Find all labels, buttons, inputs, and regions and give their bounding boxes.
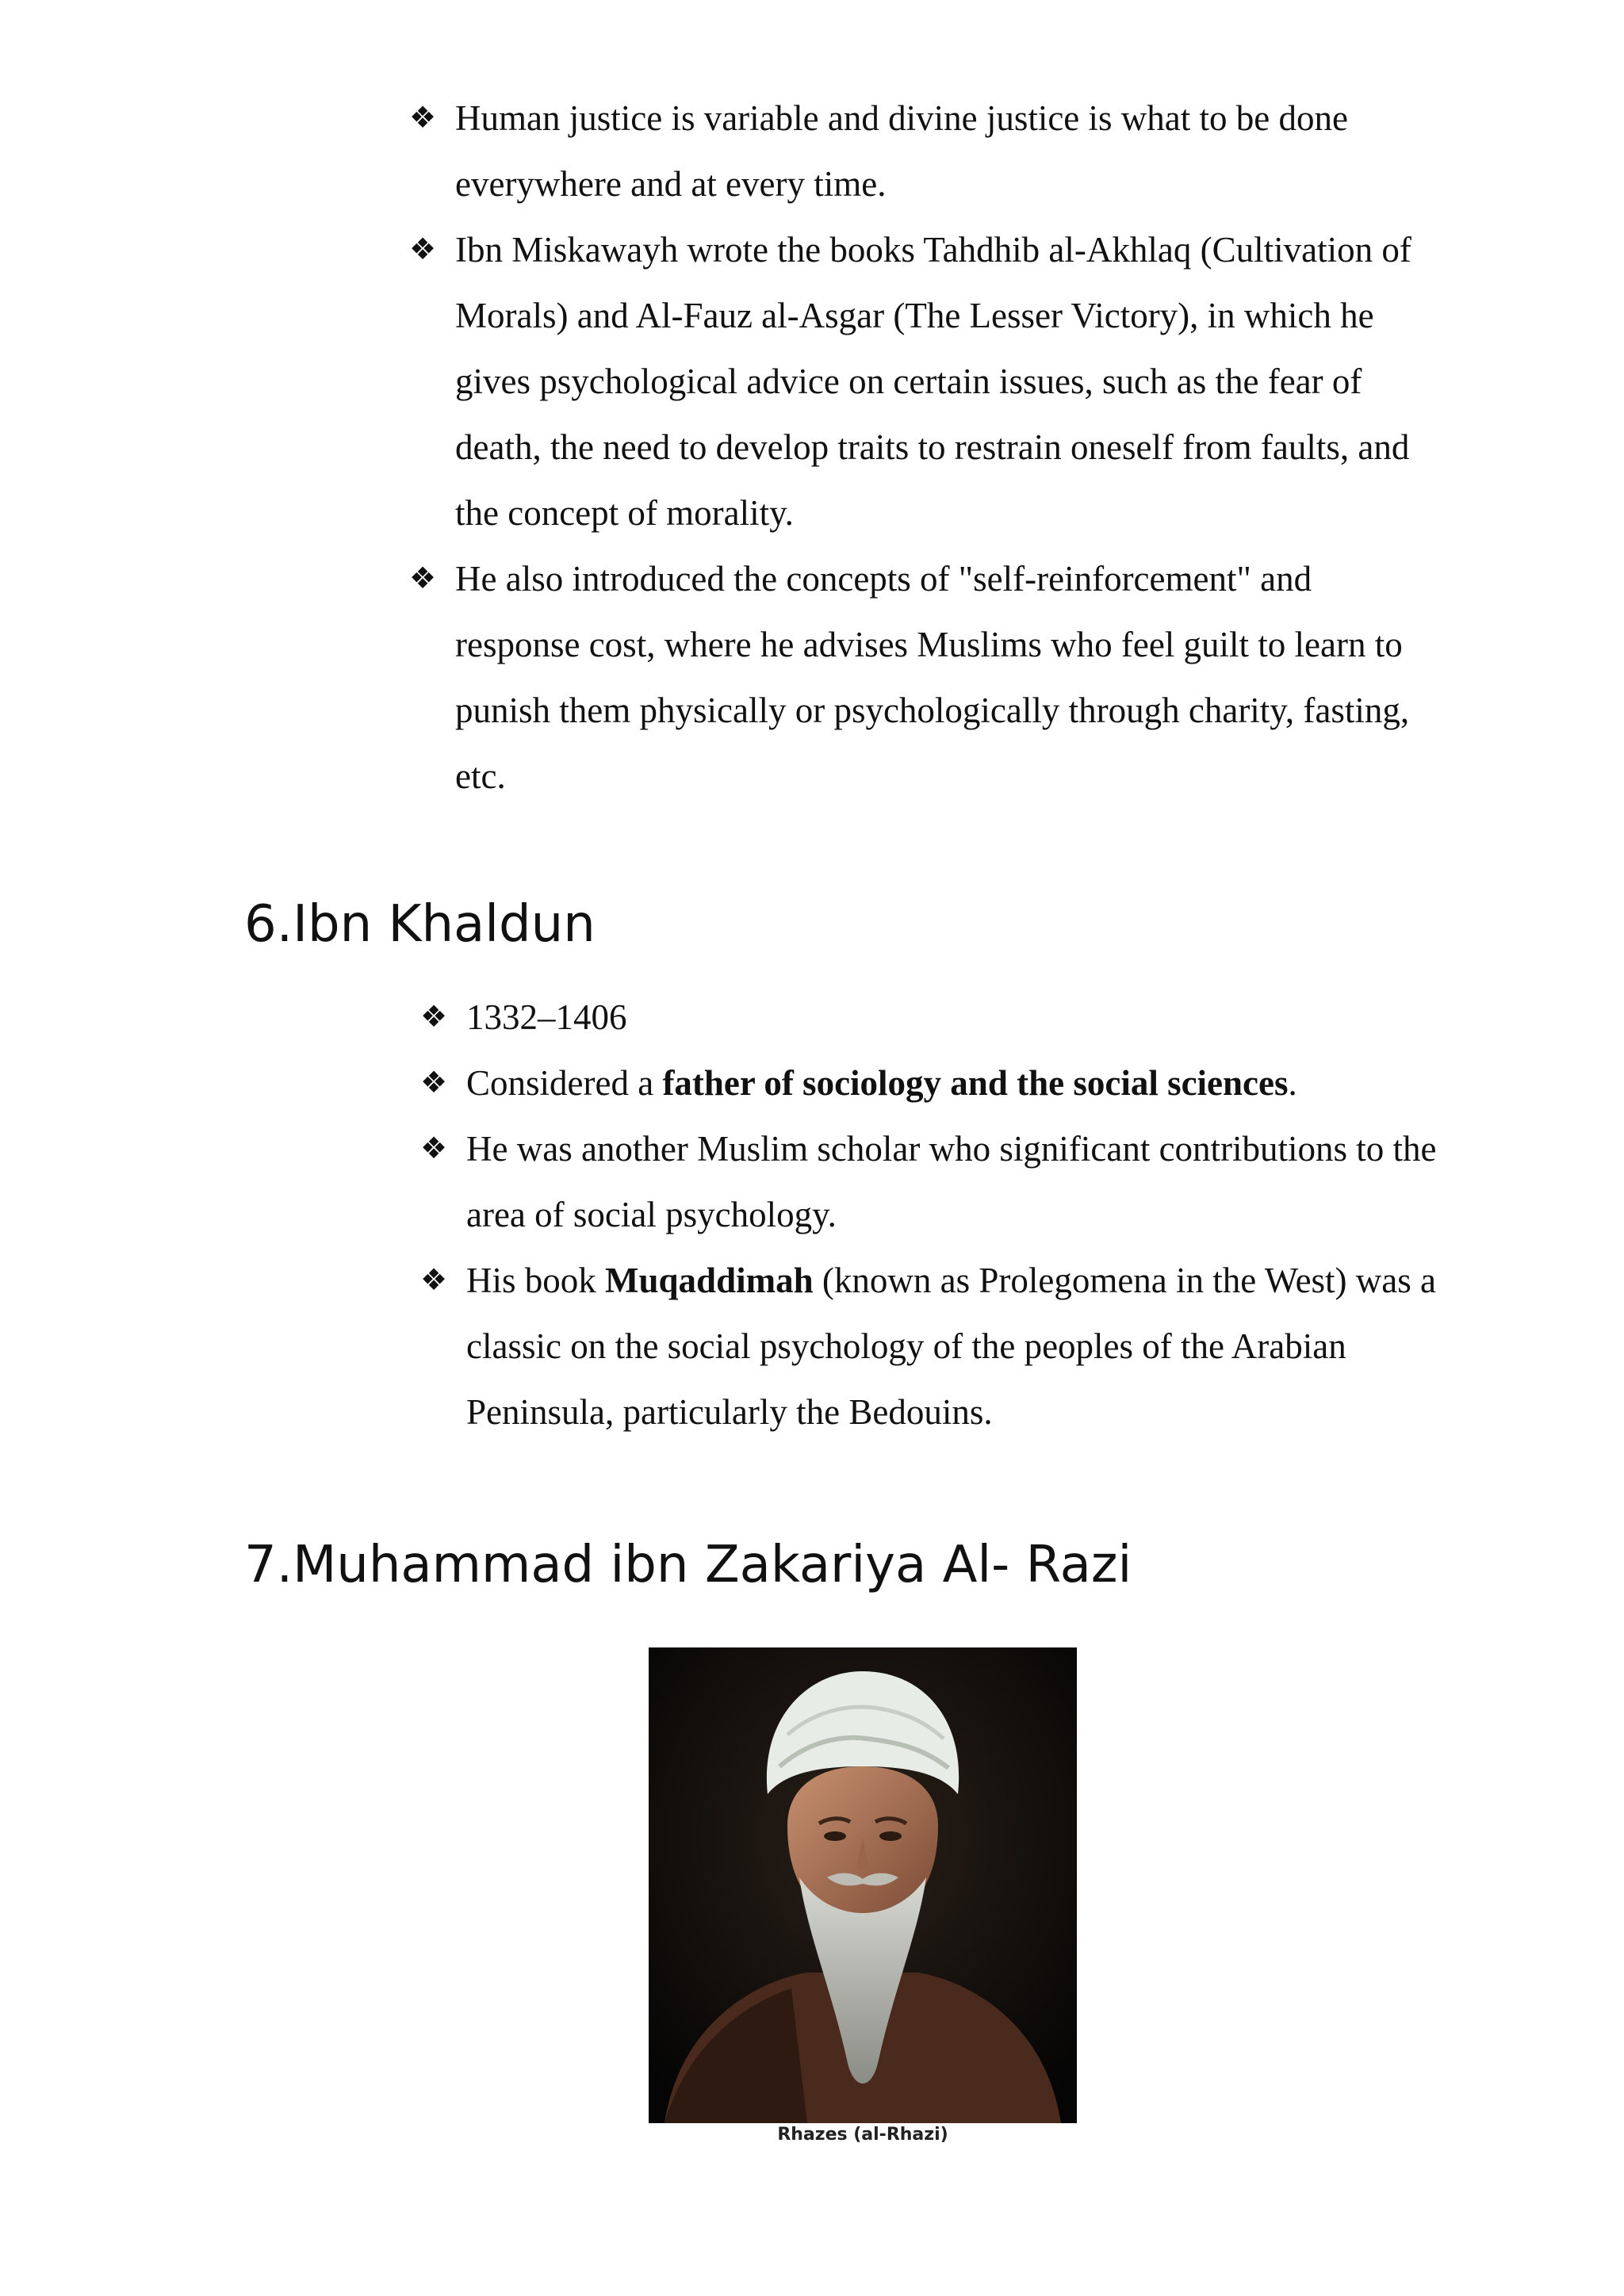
bullet-text-prefix: His book xyxy=(466,1261,606,1300)
bullet-text-bold: Muqaddimah xyxy=(605,1261,814,1300)
section-heading-ibn-khaldun: 6.Ibn Khaldun xyxy=(244,895,596,954)
diamond-bullet-icon: ❖ xyxy=(408,101,437,135)
diamond-bullet-icon: ❖ xyxy=(419,1132,448,1165)
list-item xyxy=(416,1050,1438,1116)
diamond-bullet-icon: ❖ xyxy=(419,1066,448,1100)
list-item xyxy=(416,985,1438,1050)
list-item xyxy=(404,86,1427,217)
list-item xyxy=(416,1248,1438,1445)
bullet-text-suffix: . xyxy=(1288,1063,1297,1103)
image-caption: Rhazes (al-Rhazi) xyxy=(777,2125,948,2145)
diamond-bullet-icon: ❖ xyxy=(408,562,437,595)
list-item xyxy=(404,217,1427,546)
bullet-text: 1332–1406 xyxy=(466,997,627,1037)
section-5-bullet-list xyxy=(404,86,1427,809)
section-6-bullet-list xyxy=(416,985,1438,1445)
portrait-illustration xyxy=(649,1647,1077,2123)
portrait-right-eye xyxy=(879,1831,902,1841)
portrait-left-eye xyxy=(824,1831,846,1841)
bullet-text: He was another Muslim scholar who significant contributions to the area of social psychology. xyxy=(466,1129,1437,1234)
diamond-bullet-icon: ❖ xyxy=(419,1264,448,1297)
section-heading-al-razi: 7.Muhammad ibn Zakariya Al- Razi xyxy=(244,1536,1132,1594)
list-item xyxy=(404,546,1427,809)
bullet-text-prefix: Considered a xyxy=(466,1063,663,1103)
bullet-text: Human justice is variable and divine justice is what to be done everywhere and at every time. xyxy=(455,98,1348,204)
portrait-image xyxy=(649,1647,1077,2123)
bullet-text: Ibn Miskawayh wrote the books Tahdhib al-Akhlaq (Cultivation of Morals) and Al-Fauz al-Asgar (The Lesser Victory), in which he gives psychological advice on certain issues, such as the fear of death, the need to develop traits to restrain oneself from faults, and the concept of morality. xyxy=(455,230,1411,533)
list-item xyxy=(416,1116,1438,1248)
bullet-text-suffix: (known as Prolegomena in the West) was a classic on the social psychology of the peoples of the Arabian Peninsula, particularly the Bedouins. xyxy=(466,1261,1436,1432)
bullet-text-bold: father of sociology and the social sciences xyxy=(662,1063,1289,1103)
diamond-bullet-icon: ❖ xyxy=(408,233,437,266)
bullet-text: He also introduced the concepts of "self-reinforcement" and response cost, where he advises Muslims who feel guilt to learn to punish them physically or psychologically through charity, fasting, etc. xyxy=(455,559,1410,796)
diamond-bullet-icon: ❖ xyxy=(419,1001,448,1034)
